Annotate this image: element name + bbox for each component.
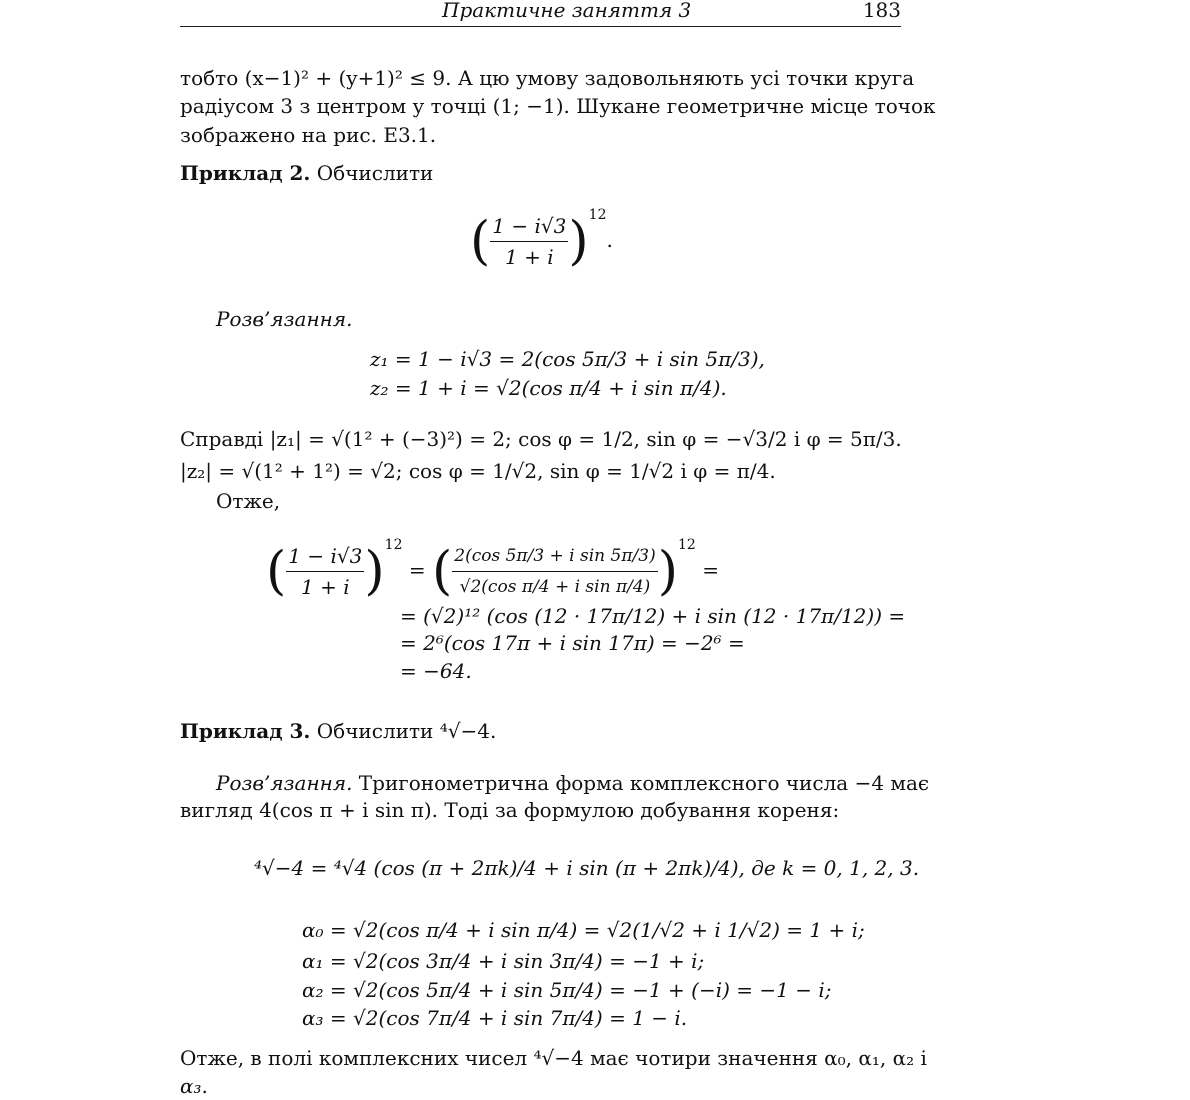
formula-exponent: 12 (588, 207, 607, 223)
root-formula: ⁴√−4 = ⁴√4 (cos (π + 2πk)/4 + i sin (π + 2πk)/4), де k = 0, 1, 2, 3. (254, 856, 920, 880)
example-3-solution-text-1: Тригонометрична форма комплексного числа −4 має (358, 771, 930, 795)
example-2-solution-label: Розв’язання. (216, 307, 353, 331)
calc-line-1: ( $\frac{1 - i√3}{1 + i}$ )$^{12}$ = ( $\frac{\text{2(cos 5π/3 + i sin 5π/3)}}{\text{√2(cos π/4 + i sin π/4)}}$ )$^{12}$ = (266, 537, 719, 602)
calc-rhs-exponent: 12 (678, 537, 696, 553)
example-3-task: Обчислити ⁴√−4. (316, 719, 497, 743)
intro-line-2: радіусом 3 з центром у точці (1; −1). Шукане геометричне місце точок (180, 94, 936, 118)
example-3-heading (180, 717, 901, 745)
calc-rhs-denominator: √2(cos π/4 + i sin π/4) (459, 577, 651, 597)
example-2-task: Обчислити (316, 161, 434, 185)
running-header (180, 0, 901, 27)
page-number: 183 (862, 0, 901, 22)
check-line-1: Справді |z₁| = √(1² + (−3)²) = 2; cos φ = 1/2, sin φ = −√3/2 і φ = 5π/3. (180, 427, 902, 451)
example-3-label: Приклад 3. (180, 719, 311, 743)
formula-numerator: 1 − i√3 (490, 211, 568, 242)
conclusion-line-1: Отже, в полі комплексних чисел ⁴√−4 має чотири значення α₀, α₁, α₂ і (180, 1046, 927, 1070)
intro-line-1: тобто (x−1)² + (y+1)² ≤ 9. А цю умову задовольняють усі точки круга (180, 66, 915, 90)
calc-line-2: = (√2)¹² (cos (12 · 17π/12) + i sin (12 · 17π/12)) = (400, 604, 906, 628)
calc-lhs-denominator: 1 + i (301, 575, 350, 599)
formula-denominator: 1 + i (505, 245, 554, 269)
alpha-2-equation: α₂ = √2(cos 5π/4 + i sin 5π/4) = −1 + (−i) = −1 − i; (302, 978, 832, 1002)
example-3-solution-label: Розв’язання. (216, 771, 353, 795)
conclusion-line-2: α₃. (180, 1074, 208, 1098)
calc-lhs-numerator: 1 − i√3 (286, 541, 364, 572)
calc-line-3: = 2⁶(cos 17π + i sin 17π) = −2⁶ = (400, 631, 745, 655)
example-3-solution-line-1 (216, 769, 930, 797)
calc-lhs-exponent: 12 (384, 537, 403, 553)
z1-equation: z₁ = 1 − i√3 = 2(cos 5π/3 + i sin 5π/3), (370, 347, 765, 371)
therefore-text: Отже, (216, 489, 281, 513)
alpha-0-equation: α₀ = √2(cos π/4 + i sin π/4) = √2(1/√2 + i 1/√2) = 1 + i; (302, 918, 865, 942)
z2-equation: z₂ = 1 + i = √2(cos π/4 + i sin π/4). (370, 376, 727, 400)
header-title: Практичне заняття 3 (442, 0, 692, 22)
intro-line-3: зображено на рис. E3.1. (180, 123, 437, 147)
example-3-solution-line-2: вигляд 4(cos π + i sin π). Тоді за формулою добування кореня: (180, 798, 840, 822)
calc-line-4: = −64. (400, 659, 472, 683)
alpha-3-equation: α₃ = √2(cos 7π/4 + i sin 7π/4) = 1 − i. (302, 1006, 688, 1030)
example-2-heading (180, 159, 901, 187)
calc-rhs-numerator: 2(cos 5π/3 + i sin 5π/3) (452, 541, 657, 572)
example-2-label: Приклад 2. (180, 161, 311, 185)
check-line-2: |z₂| = √(1² + 1²) = √2; cos φ = 1/√2, sin φ = 1/√2 і φ = π/4. (180, 459, 776, 483)
example-2-formula: ( $\frac{1 - i√3}{1 + i}$ )$^{12}$. (470, 207, 613, 272)
alpha-1-equation: α₁ = √2(cos 3π/4 + i sin 3π/4) = −1 + i; (302, 949, 705, 973)
